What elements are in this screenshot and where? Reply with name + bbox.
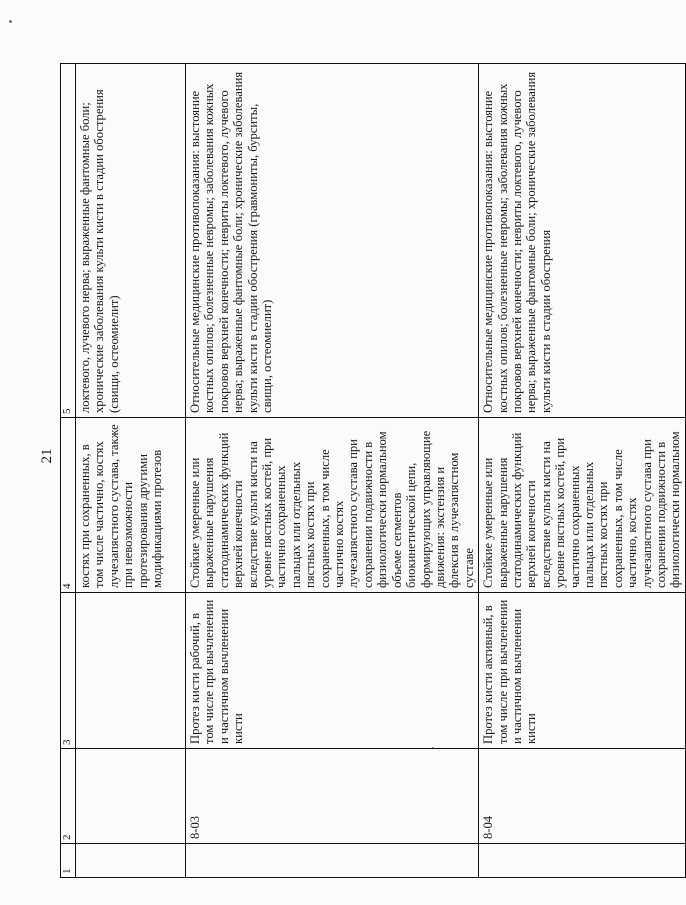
rotated-table-container [60, 64, 683, 878]
indications-cell: костях при сохраненных, в том числе частично, костях лучезапястного сустава, также при невозможности протезирования другими модификациями протезов [76, 418, 186, 593]
table-row [479, 64, 686, 878]
row-number-cell [479, 844, 686, 878]
table-row [186, 64, 479, 878]
header-row [61, 64, 76, 878]
product-name-cell [76, 593, 186, 749]
contraindications-cell: локтевого, лучевого нерва; выраженные фантомные боли; хронические заболевания культи кисти в стадии обострения (свищи, остеомиелит) [76, 64, 186, 418]
contraindications-cell: Относительные медицинские противопоказания: выстояние костных опилов; болезненные невромы; заболевания кожных покровов верхней конечности; невриты локтевого, лучевого нерва; выраженные фантомные боли; хронические заболевания культи кисти в стадии обострения [479, 64, 686, 418]
indications-cell: Стойкие умеренные или выраженные нарушения статодинамических функций верхней конечности вследствие культи кисти на уровне пястных костей, при частично сохраненных пальцах или отдельных пястных костях при сохраненных, в том числе частично костях лучезапястного сустава при сохранении подвижности в физиологически нормальном объеме сегментов биокинетической цепи, формирующих управляющие движения: экстензия и флексия в лучезапястном суставе [186, 418, 479, 593]
header-cell-4: 4 [61, 418, 76, 593]
code-cell: 8-03 [186, 749, 479, 844]
header-cell-3: 3 [61, 593, 76, 749]
code-cell: 8-04 [479, 749, 686, 844]
scan-speck [9, 20, 12, 23]
indications-cell: Стойкие умеренные или выраженные нарушения статодинамических функций верхней конечности вследствие культи кисти на уровне пястных костей, при частично сохраненных пальцах или отдельных пястных костях при сохраненных, в том числе частично, костях лучезапястного сустава при сохранении подвижности в физиологически нормальном [479, 418, 686, 593]
table-row [76, 64, 186, 878]
header-cell-2: 2 [61, 749, 76, 844]
code-cell [76, 749, 186, 844]
page-number: 21 [39, 448, 55, 464]
prosthesis-table [60, 63, 686, 878]
row-number-cell [76, 844, 186, 878]
header-cell-1: 1 [61, 844, 76, 878]
contraindications-cell: Относительные медицинские противопоказания: выстояние костных опилов; болезненные невромы; заболевания кожных покровов верхней конечности; невриты локтевого, лучевого нерва; выраженные фантомные боли; хронические заболевания культи кисти в стадии обострения (гравмониты, бурситы, свищи, остеомиелит) [186, 64, 479, 418]
row-number-cell [186, 844, 479, 878]
product-name-cell: Протез кисти активный, в том числе при вычленении и частичном вычленении кисти [479, 593, 686, 749]
header-cell-5: 5 [61, 64, 76, 418]
product-name-cell: Протез кисти рабочий, в том числе при вычленении и частичном вычленении кисти [186, 593, 479, 749]
